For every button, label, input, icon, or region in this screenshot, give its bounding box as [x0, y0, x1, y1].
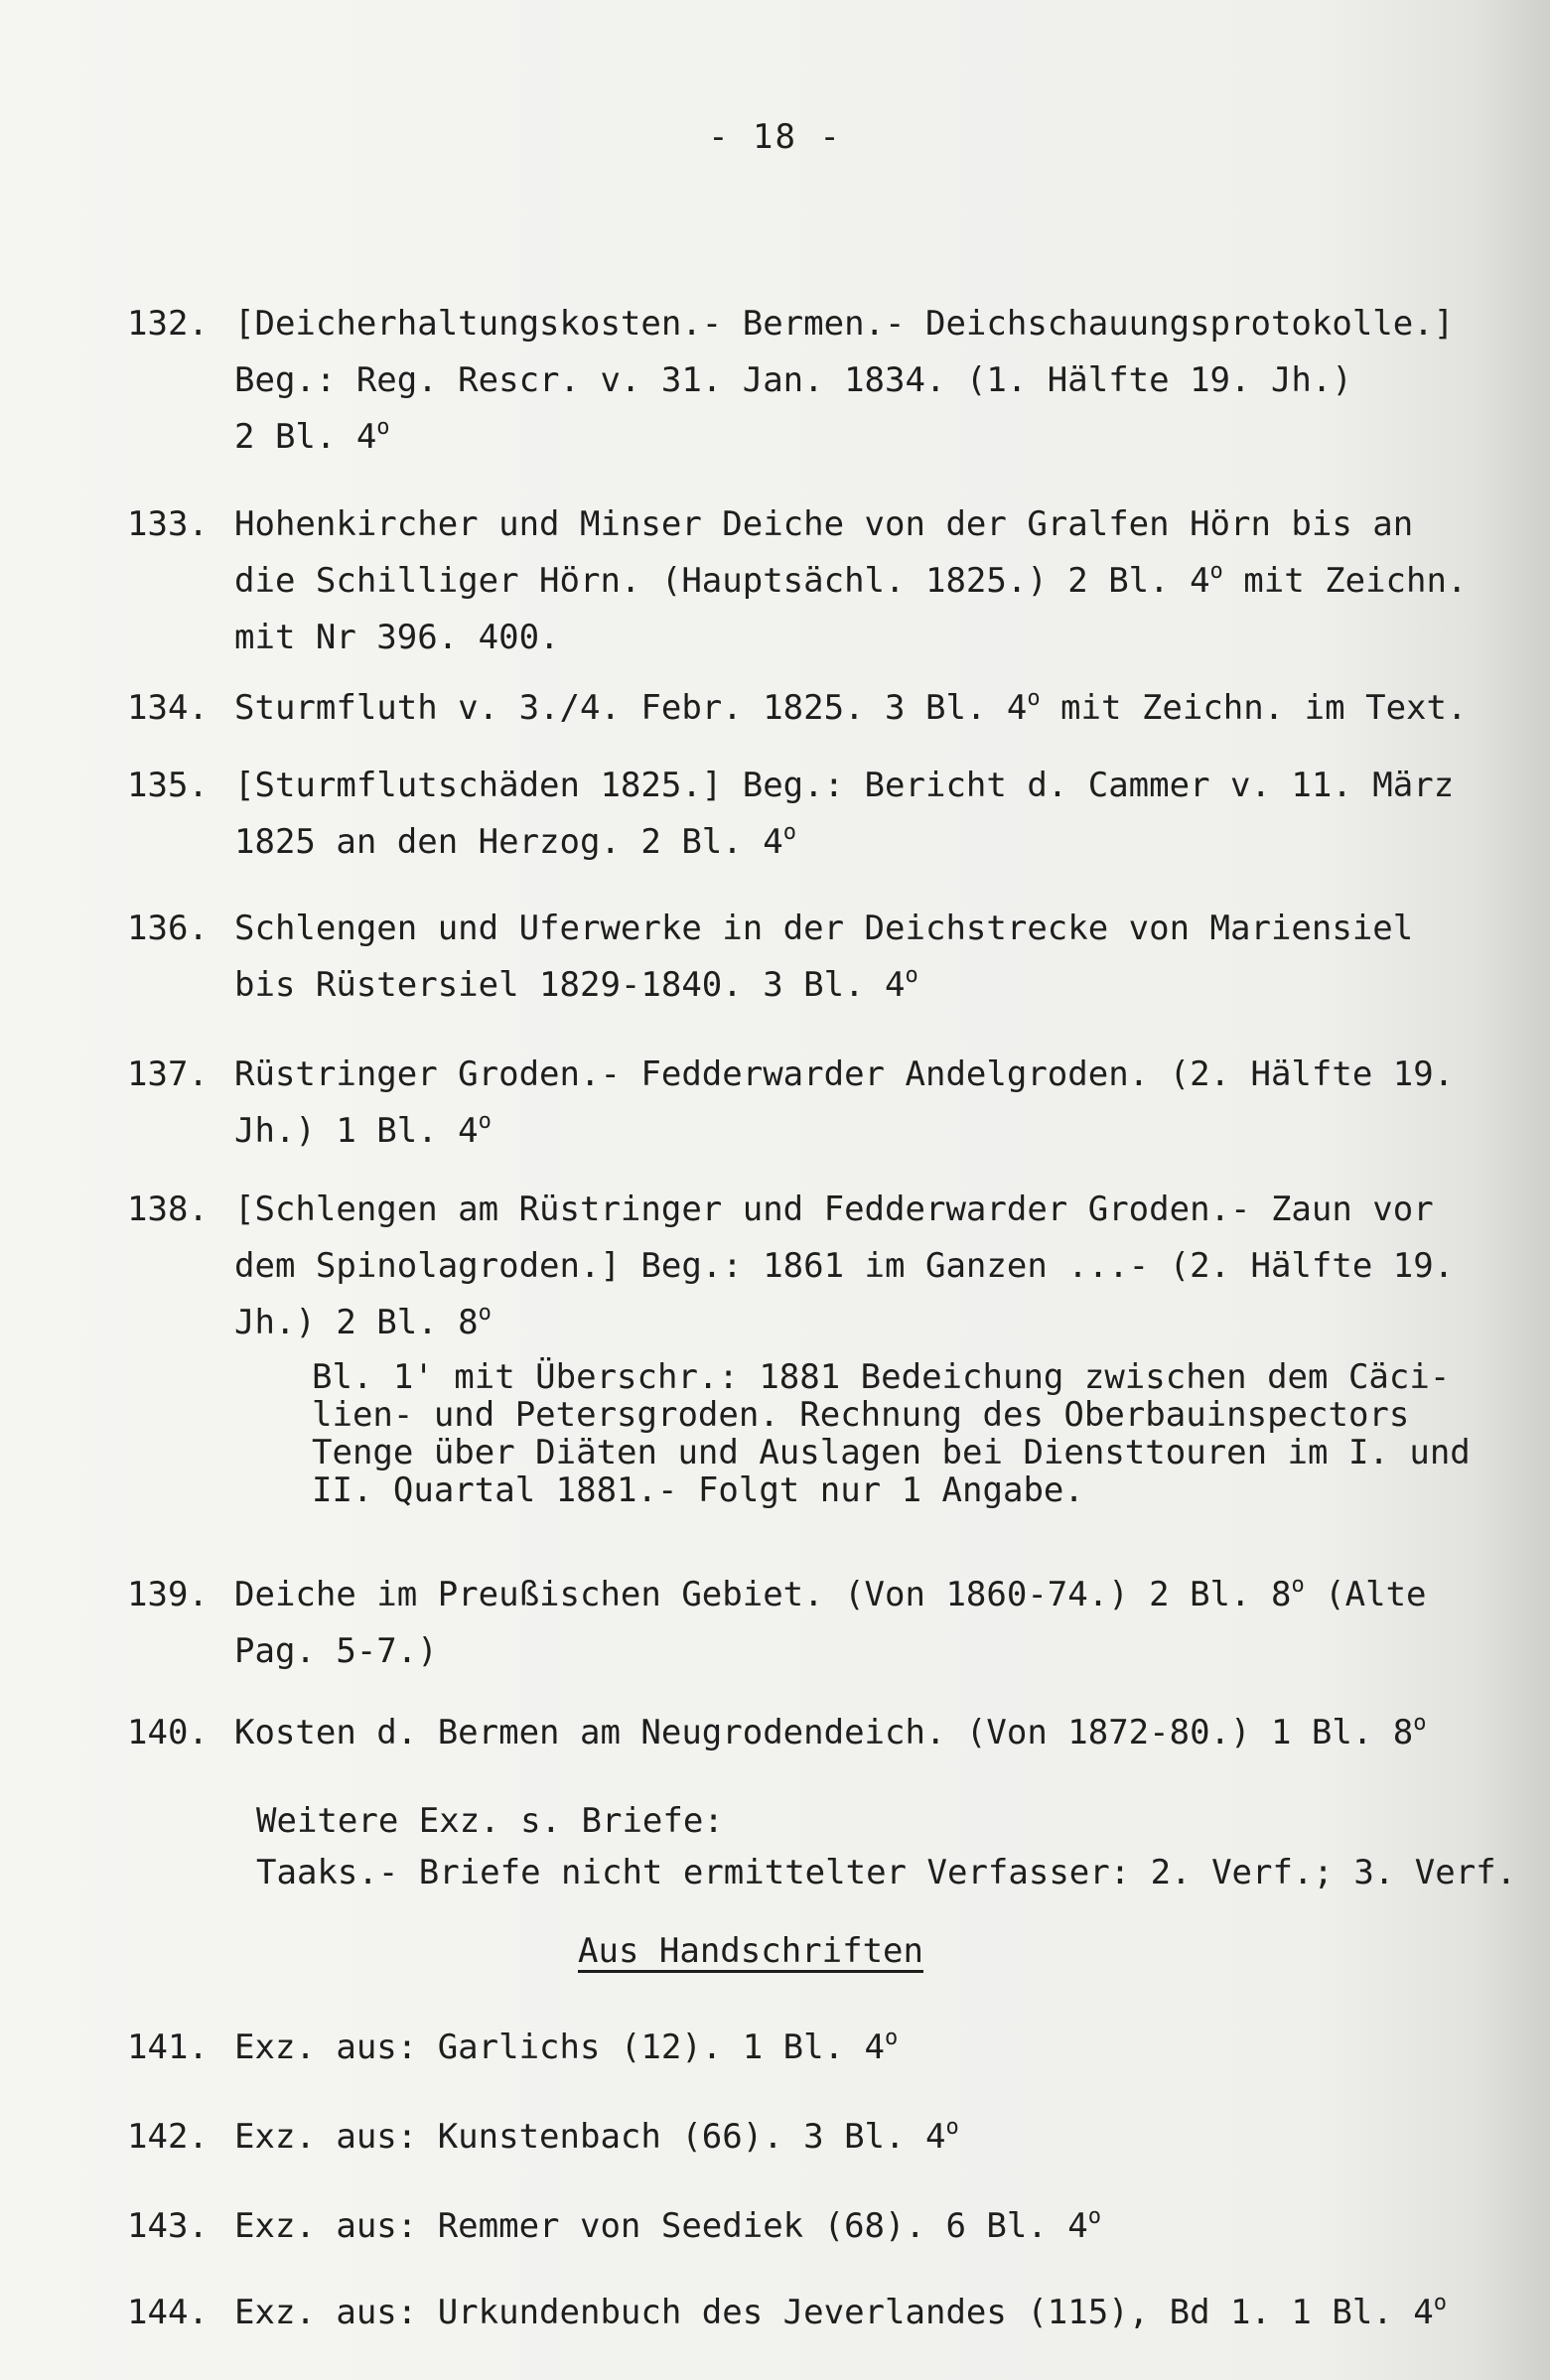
entry-number: 141. — [127, 2028, 209, 2067]
line-text: Pag. 5-7.) — [234, 1631, 438, 1671]
cross-reference — [256, 1795, 1516, 1898]
superscript: o — [885, 2026, 899, 2050]
superscript: o — [1433, 2291, 1447, 2315]
entry-line — [234, 352, 1454, 409]
line-text-after: (Alte — [1304, 1575, 1427, 1614]
entry-text — [234, 758, 1454, 871]
entry-text — [234, 1567, 1427, 1680]
superscript: o — [1209, 559, 1223, 584]
entry-line — [234, 1623, 1427, 1680]
entry-line — [234, 296, 1454, 352]
superscript: o — [478, 1301, 492, 1326]
entry-line — [234, 957, 1413, 1014]
line-text: [Schlengen am Rüstringer und Fedderwarder Groden.- Zaun vor — [234, 1190, 1434, 1229]
entry-number: 139. — [127, 1575, 209, 1614]
cross-reference-line: Weitere Exz. s. Briefe: — [256, 1801, 724, 1841]
superscript: o — [1291, 1573, 1305, 1598]
line-text: Hohenkircher und Minser Deiche von der Gralfen Hörn bis an — [234, 504, 1414, 544]
entry-line — [234, 814, 1454, 871]
entry-number: 132. — [127, 304, 209, 344]
entry-line — [234, 496, 1467, 553]
entry-line — [234, 553, 1467, 610]
line-text: 1825 an den Herzog. 2 Bl. 4 — [234, 822, 783, 862]
entry-number: 137. — [127, 1054, 209, 1094]
line-text: dem Spinolagroden.] Beg.: 1861 im Ganzen ...- (2. Hälfte 19. — [234, 1246, 1455, 1286]
line-text: Beg.: Reg. Rescr. v. 31. Jan. 1834. (1. Hälfte 19. Jh.) — [234, 360, 1352, 400]
superscript: o — [1027, 686, 1041, 711]
entry-line — [234, 2198, 1101, 2255]
entry-line — [234, 680, 1467, 737]
entry-line — [234, 758, 1454, 814]
line-text-after: mit Zeichn. im Text. — [1040, 688, 1468, 728]
entry-line — [234, 610, 1467, 666]
entry-text — [234, 2285, 1447, 2341]
superscript: o — [782, 820, 796, 845]
entry-number: 136. — [127, 909, 209, 948]
line-text: Jh.) 1 Bl. 4 — [234, 1111, 479, 1151]
line-text: Sturmfluth v. 3./4. Febr. 1825. 3 Bl. 4 — [234, 688, 1028, 728]
line-text: Jh.) 2 Bl. 8 — [234, 1303, 479, 1342]
line-text: Exz. aus: Garlichs (12). 1 Bl. 4 — [234, 2028, 886, 2067]
line-text: Rüstringer Groden.- Fedderwarder Andelgroden. (2. Hälfte 19. — [234, 1054, 1455, 1094]
line-text: Exz. aus: Urkundenbuch des Jeverlandes (115), Bd 1. 1 Bl. 4 — [234, 2293, 1434, 2332]
line-text-after: mit Zeichn. — [1222, 561, 1468, 601]
page-number: - 18 - — [708, 117, 842, 157]
entry-text — [234, 296, 1454, 466]
note-line: lien- und Petersgroden. Rechnung des Oberbauinspectors — [312, 1395, 1410, 1435]
entry-text — [234, 2020, 898, 2076]
entry-number: 144. — [127, 2293, 209, 2332]
line-text: [Sturmflutschäden 1825.] Beg.: Bericht d. Cammer v. 11. März — [234, 766, 1455, 805]
entry-number: 142. — [127, 2117, 209, 2157]
entry-line — [234, 1182, 1454, 1238]
superscript: o — [1413, 1711, 1427, 1736]
entry-text — [234, 2109, 959, 2166]
entry-line — [234, 1295, 1454, 1351]
entry-line — [234, 2020, 898, 2076]
entry-line — [234, 901, 1413, 957]
line-text: Schlengen und Uferwerke in der Deichstrecke von Mariensiel — [234, 909, 1414, 948]
line-text: Exz. aus: Remmer von Seediek (68). 6 Bl. 4 — [234, 2206, 1088, 2246]
note-line: Bl. 1' mit Überschr.: 1881 Bedeichung zwischen dem Cäci- — [312, 1357, 1451, 1397]
entry-text — [234, 680, 1467, 737]
line-text: bis Rüstersiel 1829-1840. 3 Bl. 4 — [234, 965, 906, 1005]
entry-number: 133. — [127, 504, 209, 544]
entry-line — [234, 1238, 1454, 1295]
line-text: mit Nr 396. 400. — [234, 618, 560, 657]
superscript: o — [1087, 2204, 1101, 2229]
entry-number: 140. — [127, 1713, 209, 1752]
superscript: o — [478, 1109, 492, 1134]
entry-line — [234, 1103, 1454, 1160]
line-text: [Deicherhaltungskosten.- Bermen.- Deichschauungsprotokolle.] — [234, 304, 1455, 344]
section-heading: Aus Handschriften — [578, 1931, 923, 1971]
line-text: 2 Bl. 4 — [234, 417, 377, 457]
entry-number: 134. — [127, 688, 209, 728]
line-text: Deiche im Preußischen Gebiet. (Von 1860-74.) 2 Bl. 8 — [234, 1575, 1292, 1614]
line-text: die Schilliger Hörn. (Hauptsächl. 1825.) 2 Bl. 4 — [234, 561, 1210, 601]
entry-number: 135. — [127, 766, 209, 805]
entry-text — [234, 1705, 1427, 1761]
superscript: o — [945, 2115, 959, 2140]
note-line: Tenge über Diäten und Auslagen bei Diensttouren im I. und — [312, 1433, 1471, 1472]
entry-line — [234, 2285, 1447, 2341]
entry-number: 143. — [127, 2206, 209, 2246]
entry-line — [234, 2109, 959, 2166]
line-text: Kosten d. Bermen am Neugrodendeich. (Von 1872-80.) 1 Bl. 8 — [234, 1713, 1414, 1752]
cross-reference-line: Taaks.- Briefe nicht ermittelter Verfasser: 2. Verf.; 3. Verf. — [256, 1853, 1517, 1892]
entry-text — [234, 901, 1413, 1014]
entry-138-note — [312, 1358, 1471, 1509]
line-text: Exz. aus: Kunstenbach (66). 3 Bl. 4 — [234, 2117, 946, 2157]
entry-line — [234, 1705, 1427, 1761]
entry-text — [234, 1047, 1454, 1160]
note-line: II. Quartal 1881.- Folgt nur 1 Angabe. — [312, 1470, 1084, 1510]
entry-text — [234, 1182, 1454, 1351]
superscript: o — [905, 963, 918, 988]
entry-line — [234, 409, 1454, 466]
entry-text — [234, 496, 1467, 666]
entry-line — [234, 1047, 1454, 1103]
entry-text — [234, 2198, 1101, 2255]
entry-line — [234, 1567, 1427, 1623]
entry-number: 138. — [127, 1190, 209, 1229]
superscript: o — [376, 415, 390, 440]
